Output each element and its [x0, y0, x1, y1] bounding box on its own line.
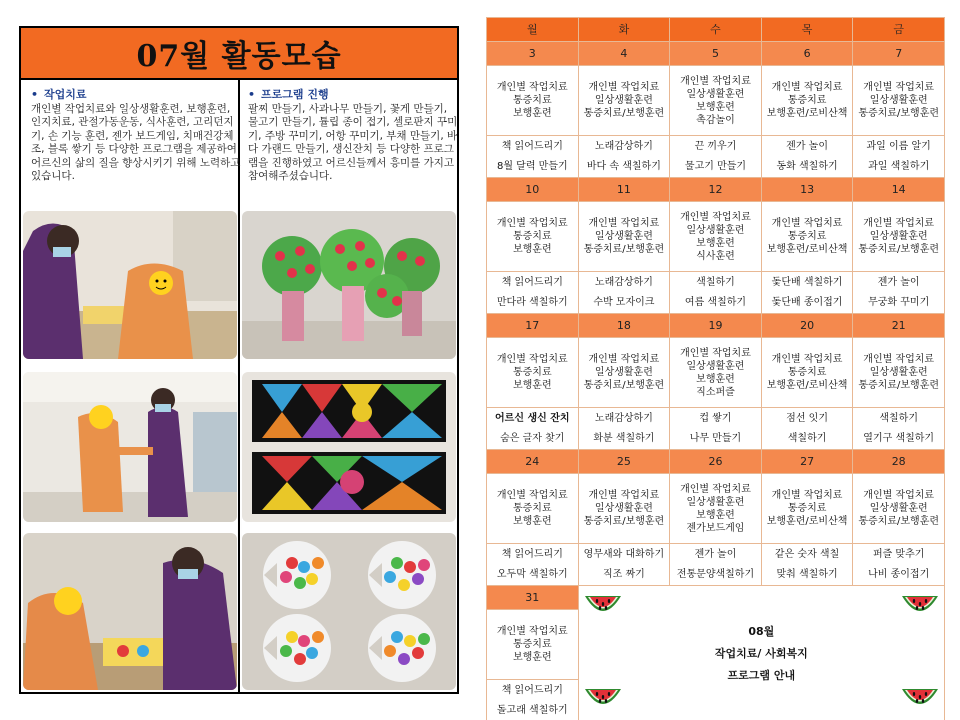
program-line: 보행훈련 [512, 516, 552, 527]
activity-cell [487, 680, 579, 720]
program-line: 개인별 작업치료 [588, 490, 660, 501]
program-line: 개인별 작업치료 [680, 211, 751, 223]
activity-line: 숨은 글자 찾기 [500, 432, 565, 444]
activity-line: 과일 색칠하기 [868, 160, 930, 172]
program-line: 젠가보드게임 [686, 522, 745, 534]
activity-panel [19, 26, 459, 694]
date-row [487, 586, 945, 610]
activity-line: 노래감상하기 [594, 412, 653, 424]
activity-cell [761, 136, 853, 178]
photo-hand-training [23, 533, 237, 690]
program-line: 개인별 작업치료 [588, 354, 660, 365]
date-cell: 26 [670, 450, 762, 474]
activity-line: 만다라 색칠하기 [496, 296, 568, 308]
program-line: 개인별 작업치료 [588, 82, 660, 93]
program-cell [670, 66, 762, 136]
date-row [487, 314, 945, 338]
weekday-wed: 수 [670, 18, 762, 42]
activity-cell [578, 136, 670, 178]
program-line: 개인별 작업치료 [680, 75, 751, 87]
program-line: 개인별 작업치료 [771, 490, 843, 501]
program-line: 통증치료 [787, 231, 827, 242]
activity-line: 나비 종이접기 [868, 568, 930, 580]
program-line: 일상생활훈련 [594, 367, 653, 378]
activity-line: 책 읽어드리기 [501, 140, 563, 152]
program-cell [853, 474, 945, 544]
program-body: 팔찌 만들기, 사과나무 만들기, 꽃게 만들기, 물고기 만들기, 튤립 종이 접기, 셀로판지 꾸미기, 주방 꾸미기, 어항 꾸미기, 부채 만들기, 바다 가랜드 만들기, 생신잔치 등 다양한 프로그램을 진행하였고 어르신들께서 흥미를 가지고 참여해주셨습니다. [248, 102, 458, 182]
program-line: 개인별 작업치료 [771, 218, 843, 229]
program-line: 직소퍼즐 [696, 386, 735, 398]
activity-line: 바다 속 색칠하기 [586, 160, 661, 172]
program-line: 개인별 작업치료 [588, 218, 660, 229]
activity-cell [853, 408, 945, 450]
ot-body: 개인별 작업치료와 일상생활훈련, 보행훈련, 인지치료, 관절가동운동, 식사훈련, 고리던지기, 손 기능 훈련, 젠가 보드게임, 치매건강체조, 블록 쌓기 등 다양한 프로그램을 제공하여 어르신의 삶의 질을 향상시키기 위해 노력하고 있습니다. [31, 102, 241, 182]
date-cell: 10 [487, 178, 579, 202]
program-line: 개인별 작업치료 [863, 354, 935, 365]
activity-line: 노래감상하기 [594, 276, 653, 288]
program-line: 통증치료/보행훈련 [858, 244, 940, 255]
activity-line: 끈 끼우기 [694, 140, 737, 152]
program-line: 개인별 작업치료 [496, 354, 568, 365]
program-heading: • 프로그램 진행 [248, 88, 329, 101]
activity-line: 돛단배 색칠하기 [771, 276, 843, 288]
program-line: 통증치료/보행훈련 [858, 108, 940, 119]
program-line: 일상생활훈련 [686, 224, 745, 236]
watermelon-icon [583, 685, 623, 715]
program-line: 보행훈련/로비산책 [766, 244, 848, 255]
activity-cell [670, 408, 762, 450]
program-line: 보행훈련 [696, 101, 735, 113]
activity-cell [761, 544, 853, 586]
date-cell: 21 [853, 314, 945, 338]
activity-line: 맞춰 색칠하기 [776, 568, 838, 580]
activity-line: 같은 숫자 색칠 [774, 548, 840, 560]
activity-line: 책 읽어드리기 [501, 548, 563, 560]
program-line: 개인별 작업치료 [863, 490, 935, 501]
program-cell [761, 202, 853, 272]
program-line: 통증치료/보행훈련 [583, 380, 665, 391]
program-line: 일상생활훈련 [869, 231, 928, 242]
program-cell [853, 202, 945, 272]
activity-line: 어르신 생신 잔치 [495, 412, 570, 424]
program-cell [487, 610, 579, 680]
date-cell: 27 [761, 450, 853, 474]
program-line: 일상생활훈련 [686, 496, 745, 508]
date-cell: 20 [761, 314, 853, 338]
date-cell: 31 [487, 586, 579, 610]
activity-line: 물고기 만들기 [684, 160, 747, 172]
program-line: 통증치료/보행훈련 [583, 244, 665, 255]
date-cell: 18 [578, 314, 670, 338]
program-line: 일상생활훈련 [686, 88, 745, 100]
program-cell [853, 66, 945, 136]
program-row [487, 66, 945, 136]
program-line: 개인별 작업치료 [496, 218, 568, 229]
program-line: 보행훈련 [696, 509, 735, 521]
program-row [487, 338, 945, 408]
program-line: 개인별 작업치료 [496, 82, 568, 93]
activity-line: 나무 만들기 [689, 432, 742, 444]
activity-cell [670, 544, 762, 586]
activity-line: 8월 달력 만들기 [496, 160, 568, 172]
program-cell [487, 66, 579, 136]
program-line: 개인별 작업치료 [496, 490, 568, 501]
date-row [487, 42, 945, 66]
program-line: 보행훈련 [512, 652, 552, 663]
date-cell: 17 [487, 314, 579, 338]
title-banner [21, 28, 457, 80]
weekday-mon: 월 [487, 18, 579, 42]
date-cell: 12 [670, 178, 762, 202]
date-cell: 24 [487, 450, 579, 474]
program-cell [761, 474, 853, 544]
date-cell: 25 [578, 450, 670, 474]
activity-line: 무궁화 꾸미기 [868, 296, 930, 308]
activity-cell [487, 544, 579, 586]
program-line: 통증치료/보행훈련 [858, 380, 940, 391]
program-line: 개인별 작업치료 [771, 82, 843, 93]
program-cell [578, 338, 670, 408]
activity-line: 직조 짜기 [602, 568, 645, 580]
weekday-thu: 목 [761, 18, 853, 42]
activity-cell [487, 408, 579, 450]
activity-cell [487, 272, 579, 314]
activity-cell [670, 272, 762, 314]
program-line: 보행훈련 [696, 373, 735, 385]
program-line: 보행훈련/로비산책 [766, 108, 848, 119]
date-cell: 5 [670, 42, 762, 66]
activity-line: 색칠하기 [696, 276, 735, 288]
activity-row [487, 136, 945, 178]
program-cell [578, 474, 670, 544]
program-line: 일상생활훈련 [869, 95, 928, 106]
activity-cell [853, 544, 945, 586]
activity-line: 책 읽어드리기 [501, 684, 563, 696]
date-row [487, 178, 945, 202]
activity-line: 색칠하기 [879, 412, 918, 424]
program-line: 통증치료 [787, 503, 827, 514]
activity-line: 컵 쌓기 [699, 412, 732, 424]
program-line: 개인별 작업치료 [496, 626, 568, 637]
weekday-tue: 화 [578, 18, 670, 42]
program-line: 개인별 작업치료 [680, 483, 751, 495]
program-row [487, 474, 945, 544]
date-cell: 6 [761, 42, 853, 66]
activity-line: 오두막 색칠하기 [496, 568, 568, 580]
date-cell: 11 [578, 178, 670, 202]
ot-description [31, 88, 241, 184]
page-title: 07월 활동모습 [136, 39, 342, 74]
program-line: 통증치료 [787, 95, 827, 106]
activity-row [487, 408, 945, 450]
activity-line: 퍼즐 맞추기 [872, 548, 925, 560]
program-line: 통증치료 [512, 95, 552, 106]
date-cell: 7 [853, 42, 945, 66]
activity-line: 노래감상하기 [594, 140, 653, 152]
activity-line: 젠가 놀이 [786, 140, 828, 152]
watermelon-icon [583, 592, 623, 622]
date-cell: 13 [761, 178, 853, 202]
program-cell [761, 338, 853, 408]
next-month-notice [578, 586, 944, 720]
program-row [487, 202, 945, 272]
program-line: 개인별 작업치료 [680, 347, 751, 359]
date-cell: 19 [670, 314, 762, 338]
activity-line: 전통문양색칠하기 [676, 568, 755, 580]
weekday-header [487, 18, 945, 42]
program-line: 일상생활훈련 [686, 360, 745, 372]
program-line: 일상생활훈련 [594, 231, 653, 242]
program-line: 보행훈련 [512, 108, 552, 119]
activity-line: 색칠하기 [787, 432, 827, 444]
activity-line: 점선 잇기 [786, 412, 828, 424]
program-cell [578, 202, 670, 272]
program-line: 통증치료 [512, 639, 552, 650]
program-line: 통증치료 [512, 503, 552, 514]
activity-line: 화분 색칠하기 [593, 432, 655, 444]
photo-therapy-table [23, 211, 237, 359]
activity-cell [578, 544, 670, 586]
activity-row [487, 272, 945, 314]
photo-paper-fish [242, 533, 456, 690]
program-line: 식사훈련 [696, 250, 735, 262]
activity-cell [578, 272, 670, 314]
activity-cell [853, 272, 945, 314]
weekday-fri: 금 [853, 18, 945, 42]
activity-line: 젠가 놀이 [877, 276, 920, 288]
program-line: 보행훈련 [512, 244, 552, 255]
program-line: 통증치료 [512, 367, 552, 378]
activity-line: 열기구 색칠하기 [863, 432, 935, 444]
program-line: 보행훈련 [696, 237, 735, 249]
program-cell [670, 338, 762, 408]
notice-line: 08월 [748, 624, 775, 638]
activity-line: 여름 색칠하기 [684, 296, 747, 308]
watermelon-icon [900, 592, 940, 622]
activity-calendar [486, 17, 945, 720]
program-line: 통증치료/보행훈련 [858, 516, 940, 527]
photo-apple-trees [242, 211, 456, 359]
notice-line: 프로그램 안내 [727, 668, 796, 682]
program-line: 일상생활훈련 [594, 95, 653, 106]
activity-cell [761, 408, 853, 450]
program-line: 보행훈련/로비산책 [766, 516, 848, 527]
program-line: 일상생활훈련 [869, 503, 928, 514]
activity-cell [670, 136, 762, 178]
date-row [487, 450, 945, 474]
program-line: 통증치료 [512, 231, 552, 242]
program-cell [761, 66, 853, 136]
program-line: 보행훈련 [512, 380, 552, 391]
activity-line: 책 읽어드리기 [501, 276, 563, 288]
activity-line: 수박 모자이크 [593, 296, 655, 308]
program-line: 개인별 작업치료 [863, 82, 935, 93]
activity-line: 과일 이름 알기 [866, 140, 931, 152]
date-cell: 14 [853, 178, 945, 202]
notice-line: 작업치료/ 사회복지 [714, 646, 808, 660]
ot-heading: • 작업치료 [31, 88, 87, 101]
date-cell: 4 [578, 42, 670, 66]
activity-line: 젠가 놀이 [694, 548, 737, 560]
activity-cell [487, 136, 579, 178]
date-cell: 28 [853, 450, 945, 474]
activity-row [487, 544, 945, 586]
program-line: 통증치료/보행훈련 [583, 108, 665, 119]
program-line: 보행훈련/로비산책 [766, 380, 848, 391]
program-cell [670, 202, 762, 272]
activity-line: 영무새와 대화하기 [583, 548, 665, 560]
program-cell [487, 338, 579, 408]
program-line: 개인별 작업치료 [771, 354, 843, 365]
activity-line: 동화 색칠하기 [776, 160, 838, 172]
activity-line: 돛단배 종이접기 [771, 296, 843, 308]
program-line: 일상생활훈련 [594, 503, 653, 514]
photo-cellophane-art [242, 372, 456, 522]
program-description [248, 88, 458, 184]
program-line: 일상생활훈련 [869, 367, 928, 378]
program-cell [670, 474, 762, 544]
program-cell [853, 338, 945, 408]
photo-walking-training [23, 372, 237, 522]
date-cell: 3 [487, 42, 579, 66]
program-line: 통증치료/보행훈련 [583, 516, 665, 527]
program-cell [487, 202, 579, 272]
activity-cell [578, 408, 670, 450]
program-cell [578, 66, 670, 136]
program-line: 촉감놀이 [696, 114, 735, 126]
program-cell [487, 474, 579, 544]
program-line: 통증치료 [787, 367, 827, 378]
program-line: 개인별 작업치료 [863, 218, 935, 229]
activity-cell [853, 136, 945, 178]
activity-line: 돌고래 색칠하기 [496, 704, 568, 716]
activity-cell [761, 272, 853, 314]
watermelon-icon [900, 685, 940, 715]
